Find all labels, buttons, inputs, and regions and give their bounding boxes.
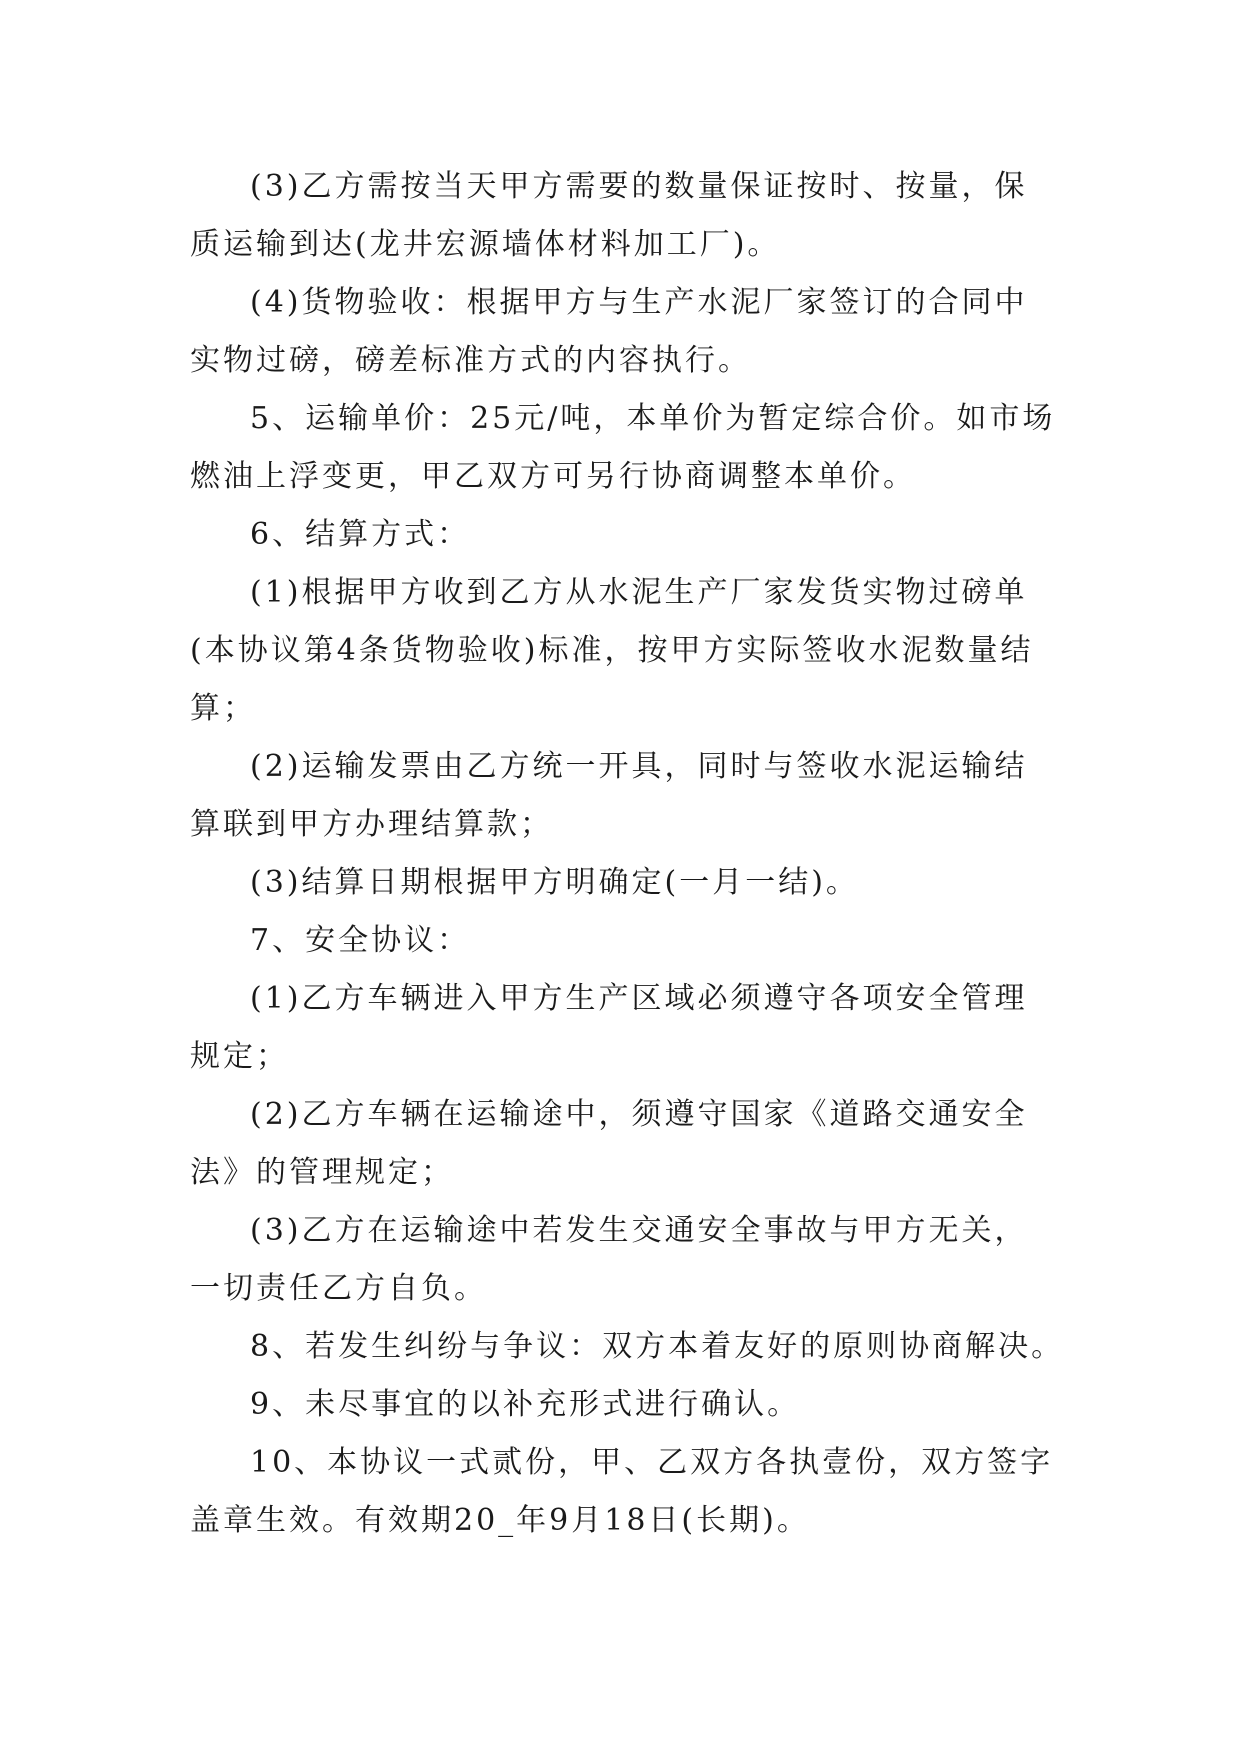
paragraph-item-6-1 xyxy=(190,564,1050,738)
text-line: 法》的管理规定； xyxy=(190,1155,454,1190)
text-line: 9、未尽事宜的以补充形式进行确认。 xyxy=(250,1387,801,1422)
paragraph-item-7-2 xyxy=(190,1086,1050,1202)
text-line: (3)乙方需按当天甲方需要的数量保证按时、按量，保 xyxy=(250,169,1028,204)
text-line: 质运输到达(龙井宏源墙体材料加工厂)。 xyxy=(190,227,781,262)
document-body xyxy=(190,158,1065,1550)
text-line: (2)乙方车辆在运输途中，须遵守国家《道路交通安全 xyxy=(250,1097,1028,1132)
text-line: (1)根据甲方收到乙方从水泥生产厂家发货实物过磅单 xyxy=(250,575,1028,610)
paragraph-clause-6 xyxy=(190,506,1050,564)
text-line: 5、运输单价：25元/吨，本单价为暂定综合价。如市场 xyxy=(250,401,1056,436)
paragraph-clause-5 xyxy=(190,390,1056,506)
text-line: (2)运输发票由乙方统一开具，同时与签收水泥运输结 xyxy=(250,749,1028,784)
paragraph-item-3 xyxy=(190,158,1050,274)
text-line: 7、安全协议： xyxy=(250,923,471,958)
text-line: 10、本协议一式贰份，甲、乙双方各执壹份，双方签字 xyxy=(250,1445,1054,1480)
text-line: (3)结算日期根据甲方明确定(一月一结)。 xyxy=(250,865,859,900)
text-line: 算联到甲方办理结算款； xyxy=(190,807,553,842)
paragraph-item-6-2 xyxy=(190,738,1050,854)
text-line: 一切责任乙方自负。 xyxy=(190,1271,487,1306)
paragraph-clause-9 xyxy=(190,1376,1050,1434)
paragraph-item-4 xyxy=(190,274,1050,390)
text-line: (本协议第4条货物验收)标准，按甲方实际签收水泥数量结 xyxy=(190,633,1034,668)
text-line: 算； xyxy=(190,691,256,726)
text-line: (1)乙方车辆进入甲方生产区域必须遵守各项安全管理 xyxy=(250,981,1028,1016)
text-line: (3)乙方在运输途中若发生交通安全事故与甲方无关， xyxy=(250,1213,1028,1248)
paragraph-clause-8 xyxy=(190,1318,1065,1376)
paragraph-item-6-3 xyxy=(190,854,1050,912)
paragraph-item-7-1 xyxy=(190,970,1050,1086)
text-line: 规定； xyxy=(190,1039,289,1074)
text-line: 实物过磅，磅差标准方式的内容执行。 xyxy=(190,343,751,378)
paragraph-clause-7 xyxy=(190,912,1050,970)
paragraph-clause-10 xyxy=(190,1434,1054,1550)
text-line: 燃油上浮变更，甲乙双方可另行协商调整本单价。 xyxy=(190,459,916,494)
text-line: 8、若发生纠纷与争议：双方本着友好的原则协商解决。 xyxy=(250,1329,1065,1364)
text-line: 盖章生效。有效期20_年9月18日(长期)。 xyxy=(190,1503,810,1538)
text-line: (4)货物验收：根据甲方与生产水泥厂家签订的合同中 xyxy=(250,285,1028,320)
paragraph-item-7-3 xyxy=(190,1202,1050,1318)
text-line: 6、结算方式： xyxy=(250,517,471,552)
